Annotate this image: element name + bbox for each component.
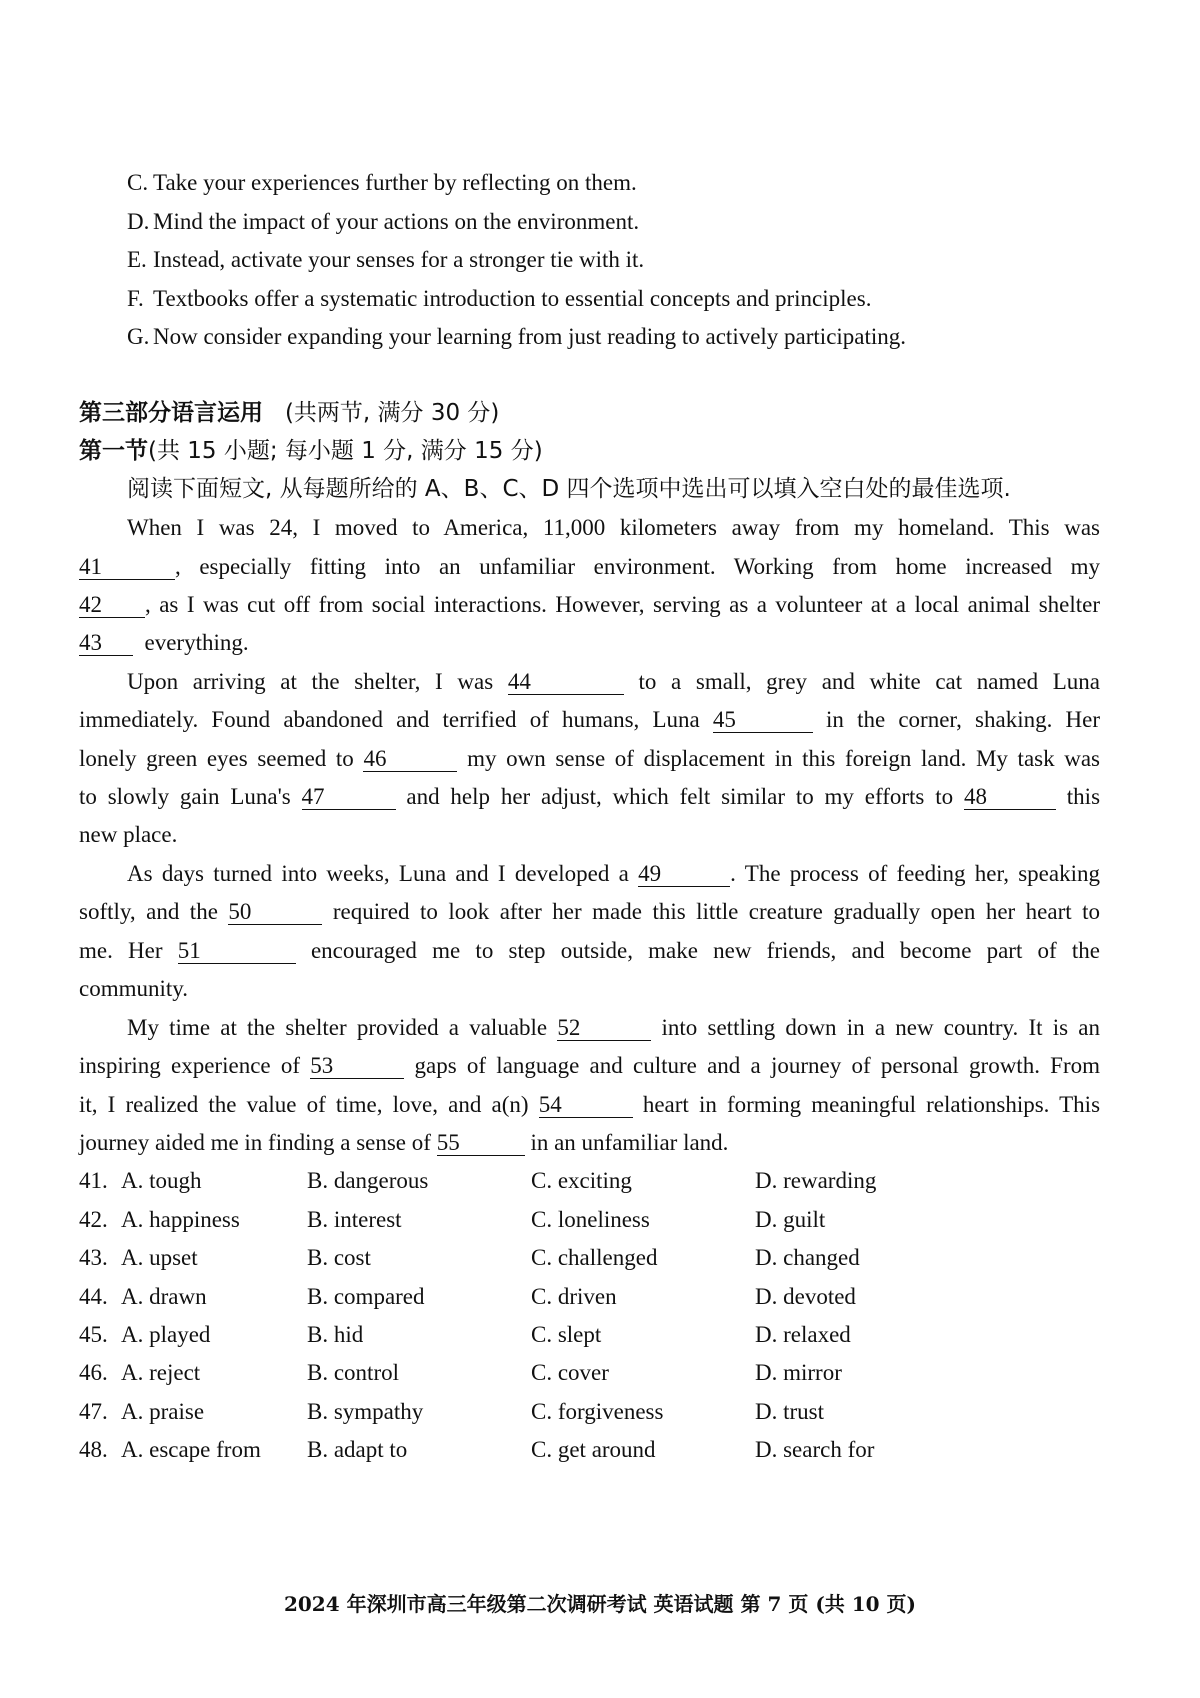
choice-c[interactable]: C. loneliness bbox=[531, 1207, 650, 1232]
passage-line: to slowly gain Luna's 47 and help her adjust, which felt similar to my efforts to 48 this bbox=[79, 784, 1101, 809]
passage-line: 43 everything. bbox=[79, 630, 249, 655]
blank-42[interactable]: 42 bbox=[79, 593, 145, 618]
passage-line: 41 , especially fitting into an unfamiliar environment. Working from home increased my bbox=[79, 554, 1100, 579]
blank-44[interactable]: 44 bbox=[508, 670, 624, 695]
passage-line: 42 , as I was cut off from social interactions. However, serving as a volunteer at a local animal shelter bbox=[79, 592, 1100, 617]
question-number: 42. bbox=[79, 1207, 108, 1232]
passage-line: community. bbox=[79, 976, 189, 1001]
passage-line: softly, and the 50 required to look after her made this little creature gradually open her heart to bbox=[79, 899, 1100, 924]
question-number: 44. bbox=[79, 1284, 108, 1309]
choice-a[interactable]: A. happiness bbox=[121, 1207, 240, 1232]
choice-b[interactable]: B. cost bbox=[307, 1245, 371, 1270]
passage-line: My time at the shelter provided a valuable 52 into settling down in a new country. It is an bbox=[127, 1015, 1100, 1040]
passage-line: journey aided me in finding a sense of 55 in an unfamiliar land. bbox=[79, 1130, 729, 1155]
blank-51[interactable]: 51 bbox=[178, 939, 296, 964]
blank-52[interactable]: 52 bbox=[557, 1016, 651, 1041]
question-number: 43. bbox=[79, 1245, 108, 1270]
choice-d[interactable]: D. guilt bbox=[755, 1207, 826, 1232]
choice-a[interactable]: A. reject bbox=[121, 1360, 201, 1385]
choice-c[interactable]: C. challenged bbox=[531, 1245, 658, 1270]
blank-48[interactable]: 48 bbox=[964, 785, 1056, 810]
option-g: G. Now consider expanding your learning from just reading to actively participating. bbox=[127, 324, 907, 349]
choice-b[interactable]: B. control bbox=[307, 1360, 399, 1385]
blank-50[interactable]: 50 bbox=[228, 900, 322, 925]
choice-b[interactable]: B. sympathy bbox=[307, 1399, 424, 1424]
choice-c[interactable]: C. forgiveness bbox=[531, 1399, 664, 1424]
choice-d[interactable]: D. changed bbox=[755, 1245, 860, 1270]
choice-c[interactable]: C. get around bbox=[531, 1437, 656, 1462]
section1-heading: 第一节(共 15 小题; 每小题 1 分, 满分 15 分) bbox=[79, 438, 543, 464]
passage-line: it, I realized the value of time, love, and a(n) 54 heart in forming meaningful relationships. This bbox=[79, 1092, 1101, 1117]
choice-d[interactable]: D. relaxed bbox=[755, 1322, 851, 1347]
option-d: D. Mind the impact of your actions on the environment. bbox=[127, 209, 640, 234]
choice-a[interactable]: A. upset bbox=[121, 1245, 198, 1270]
question-number: 47. bbox=[79, 1399, 108, 1424]
option-c: C. Take your experiences further by reflecting on them. bbox=[127, 170, 637, 195]
passage-line: new place. bbox=[79, 822, 178, 847]
choice-b[interactable]: B. hid bbox=[307, 1322, 364, 1347]
choice-b[interactable]: B. compared bbox=[307, 1284, 425, 1309]
choice-a[interactable]: A. tough bbox=[121, 1168, 202, 1193]
passage-line: When I was 24, I moved to America, 11,000 kilometers away from my homeland. This was bbox=[127, 515, 1100, 540]
choice-c[interactable]: C. slept bbox=[531, 1322, 602, 1347]
choice-c[interactable]: C. cover bbox=[531, 1360, 609, 1385]
choice-d[interactable]: D. rewarding bbox=[755, 1168, 877, 1193]
choice-b[interactable]: B. interest bbox=[307, 1207, 402, 1232]
passage-line: lonely green eyes seemed to 46 my own sense of displacement in this foreign land. My task was bbox=[79, 746, 1101, 771]
page-footer: 2024 年深圳市高三年级第二次调研考试 英语试题 第 7 页 (共 10 页) bbox=[283, 1592, 917, 1616]
passage-line: Upon arriving at the shelter, I was 44 to a small, grey and white cat named Luna bbox=[127, 669, 1101, 694]
blank-46[interactable]: 46 bbox=[363, 747, 457, 772]
choice-a[interactable]: A. escape from bbox=[121, 1437, 261, 1462]
option-f: F. Textbooks offer a systematic introduction to essential concepts and principles. bbox=[127, 286, 872, 311]
blank-43[interactable]: 43 bbox=[79, 631, 133, 656]
question-number: 45. bbox=[79, 1322, 108, 1347]
choice-c[interactable]: C. driven bbox=[531, 1284, 617, 1309]
option-e: E. Instead, activate your senses for a stronger tie with it. bbox=[127, 247, 645, 272]
question-number: 41. bbox=[79, 1168, 108, 1193]
passage-line: As days turned into weeks, Luna and I developed a 49 . The process of feeding her, speaking bbox=[127, 861, 1100, 886]
choice-a[interactable]: A. praise bbox=[121, 1399, 205, 1424]
choice-d[interactable]: D. mirror bbox=[755, 1360, 842, 1385]
choice-d[interactable]: D. search for bbox=[755, 1437, 875, 1462]
choice-b[interactable]: B. dangerous bbox=[307, 1168, 429, 1193]
choice-d[interactable]: D. devoted bbox=[755, 1284, 856, 1309]
blank-49[interactable]: 49 bbox=[638, 862, 730, 887]
blank-47[interactable]: 47 bbox=[302, 785, 396, 810]
blank-53[interactable]: 53 bbox=[310, 1054, 404, 1079]
choice-c[interactable]: C. exciting bbox=[531, 1168, 632, 1193]
blank-54[interactable]: 54 bbox=[539, 1093, 633, 1118]
question-number: 48. bbox=[79, 1437, 108, 1462]
passage-line: inspiring experience of 53 gaps of language and culture and a journey of personal growth. From bbox=[79, 1053, 1101, 1078]
question-number: 46. bbox=[79, 1360, 108, 1385]
blank-45[interactable]: 45 bbox=[713, 708, 813, 733]
passage-line: immediately. Found abandoned and terrified of humans, Luna 45 in the corner, shaking. Her bbox=[79, 707, 1100, 732]
choice-d[interactable]: D. trust bbox=[755, 1399, 824, 1424]
part3-heading: 第三部分语言运用 (共两节, 满分 30 分) bbox=[79, 400, 500, 426]
instruction: 阅读下面短文, 从每题所给的 A、B、C、D 四个选项中选出可以填入空白处的最佳选项. bbox=[127, 476, 1011, 502]
passage-line: me. Her 51 encouraged me to step outside, make new friends, and become part of the bbox=[79, 938, 1101, 963]
choice-a[interactable]: A. drawn bbox=[121, 1284, 207, 1309]
choice-a[interactable]: A. played bbox=[121, 1322, 211, 1347]
choice-b[interactable]: B. adapt to bbox=[307, 1437, 408, 1462]
blank-55[interactable]: 55 bbox=[437, 1131, 525, 1156]
blank-41[interactable]: 41 bbox=[79, 555, 175, 580]
